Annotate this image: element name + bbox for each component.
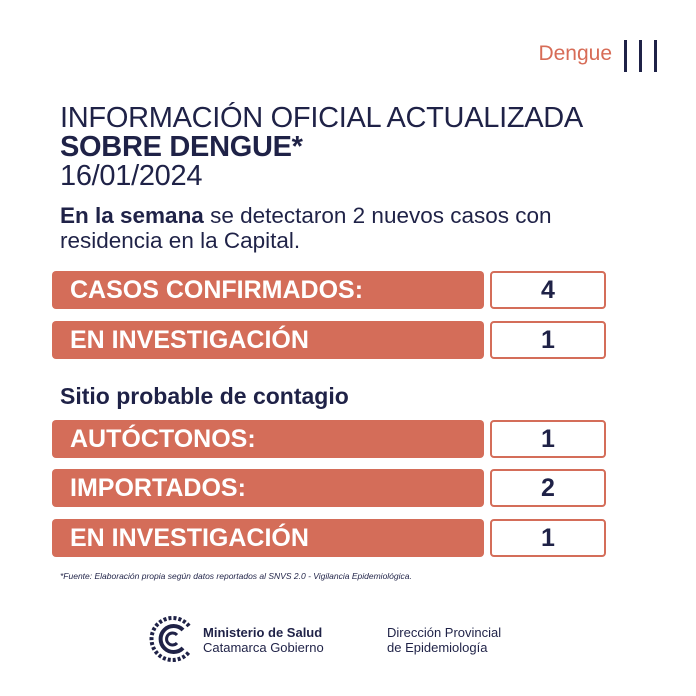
intro-bold: En la semana bbox=[60, 203, 204, 228]
tag-bars-decoration bbox=[624, 40, 658, 72]
headline-line1: INFORMACIÓN OFICIAL ACTUALIZADA bbox=[60, 102, 583, 134]
ministry-line2: Catamarca Gobierno bbox=[203, 640, 324, 655]
headline bbox=[60, 104, 583, 191]
confirmed-cases-value: 4 bbox=[490, 271, 606, 309]
ministry-line1: Ministerio de Salud bbox=[203, 625, 323, 640]
ministry-logo-icon bbox=[146, 613, 196, 665]
confirmed-cases-label: CASOS CONFIRMADOS: bbox=[52, 271, 484, 309]
confirmed-cases-row bbox=[52, 271, 606, 309]
ministry-name bbox=[203, 625, 324, 655]
under-investigation-value: 1 bbox=[490, 321, 606, 359]
direction-line2: de Epidemiología bbox=[387, 640, 488, 655]
report-date: 16/01/2024 bbox=[60, 160, 203, 192]
autochthonous-label: AUTÓCTONOS: bbox=[52, 420, 484, 458]
direction-name bbox=[387, 625, 501, 655]
source-footnote: *Fuente: Elaboración propia según datos reportados al SNVS 2.0 - Vigilancia Epidemiológica. bbox=[60, 571, 412, 581]
headline-line2: SOBRE DENGUE* bbox=[60, 131, 303, 163]
contagion-investigation-value: 1 bbox=[490, 519, 606, 557]
direction-line1: Dirección Provincial bbox=[387, 625, 502, 640]
autochthonous-row bbox=[52, 420, 606, 458]
topic-tag: Dengue bbox=[538, 42, 612, 65]
autochthonous-value: 1 bbox=[490, 420, 606, 458]
imported-row bbox=[52, 469, 606, 507]
contagion-investigation-row bbox=[52, 519, 606, 557]
under-investigation-label: EN INVESTIGACIÓN bbox=[52, 321, 484, 359]
contagion-investigation-label: EN INVESTIGACIÓN bbox=[52, 519, 484, 557]
contagion-section-title: Sitio probable de contagio bbox=[60, 383, 349, 409]
imported-label: IMPORTADOS: bbox=[52, 469, 484, 507]
intro-rest: se detectaron 2 nuevos casos con residencia en la Capital. bbox=[60, 203, 552, 253]
imported-value: 2 bbox=[490, 469, 606, 507]
intro-text bbox=[60, 203, 640, 253]
under-investigation-row bbox=[52, 321, 606, 359]
